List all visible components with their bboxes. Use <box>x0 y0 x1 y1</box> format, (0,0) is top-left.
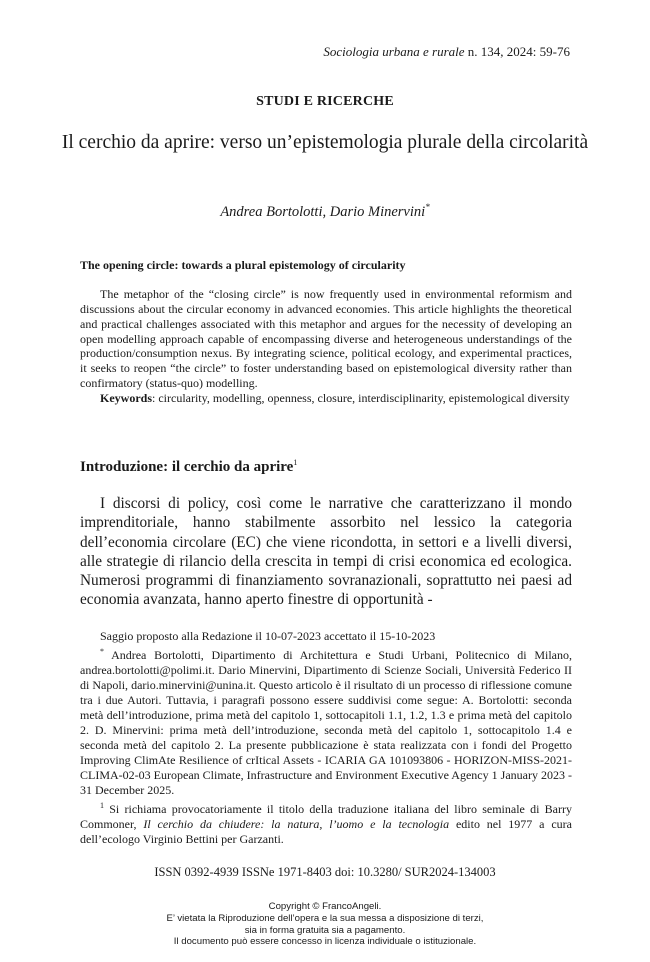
journal-name: Sociologia urbana e rurale <box>323 44 465 59</box>
copyright-line-4: Il documento può essere concesso in licenza individuale o istituzionale. <box>173 936 477 948</box>
issn-doi-line: ISSN 0392-4939 ISSNe 1971-8403 doi: 10.3280/ SUR2024-134003 <box>154 865 496 879</box>
footnote-1-mark: 1 <box>100 801 104 810</box>
intro-heading-text: Introduzione: il cerchio da aprire <box>80 459 294 475</box>
copyright-line-3: sia in forma gratuita sia a pagamento. <box>244 924 406 936</box>
body-paragraph: I discorsi di policy, così come le narrative che caratterizzano il mondo imprenditoriale, hanno stabilmente assorbito nel lessico la categoria dell’economia circolare (EC) che viene ricondotta, in settori e a livelli diversi, alle strategie di rilancio della crescita in tempi di crisi economica ed ecologica. Numerosi programmi di finanziamento sovranazionali, soprattutto nei paesi ad economia avanzata, hanno aperto finestre di opportunità - <box>80 495 572 609</box>
footnote-1-text-b: edito nel 1977 a cura dell’ecologo Virginio Bettini per Garzanti. <box>80 817 572 846</box>
footnote-authors <box>80 644 572 798</box>
authors-line <box>0 202 650 221</box>
footnote-1 <box>80 798 572 847</box>
authors: Andrea Bortolotti, Dario Minervini <box>220 203 426 220</box>
body-text <box>80 494 572 610</box>
english-title: The opening circle: towards a plural epistemology of circularity <box>80 258 406 272</box>
article-title: Il cerchio da aprire: verso un’epistemologia plurale della circolarità <box>61 132 589 153</box>
footnote-1-book-title: Il cerchio da chiudere: la natura, l’uomo e la tecnologia <box>143 817 450 831</box>
intro-heading <box>80 458 297 476</box>
author-footnote-mark: * <box>425 202 430 212</box>
footnote-star-mark: * <box>100 647 104 656</box>
keywords-list: : circularity, modelling, openness, closure, interdisciplinarity, epistemological diversity <box>152 390 570 405</box>
keywords <box>80 391 572 406</box>
footnote-1-text-a: Si richiama provocatoriamente il titolo della traduzione italiana del libro seminale di Barry Commoner, <box>80 802 572 831</box>
footnotes <box>80 629 572 847</box>
section-label: STUDI E RICERCHE <box>256 94 394 109</box>
copyright-notice <box>0 901 650 948</box>
journal-issue: n. 134, 2024: 59-76 <box>464 44 570 59</box>
copyright-line-1: Copyright © FrancoAngeli. <box>268 901 382 912</box>
submission-note: Saggio proposto alla Redazione il 10-07-2023 accettato il 15-10-2023 <box>100 629 436 643</box>
copyright-line-2: E’ vietata la Riproduzione dell’opera e la sua messa a disposizione di terzi, <box>166 912 484 924</box>
keywords-label: Keywords <box>100 390 152 405</box>
journal-citation <box>323 44 570 60</box>
abstract <box>80 287 572 406</box>
footnote-authors-text: Andrea Bortolotti, Dipartimento di Architettura e Studi Urbani, Politecnico di Milano, andrea.bortolotti@polimi.it. Dario Minervini, Dipartimento di Scienze Sociali, Università Federico II di Napoli, dario.minervini@unina.it. Questo articolo è il risultato di un processo di riflessione comune tra i due Autori. Tuttavia, i paragrafi possono essere suddivisi come segue: A. Bortolotti: seconda metà dell’introduzione, prima metà del capitolo 1, sottocapitoli 1.1, 1.2, 1.3 e prima metà del capitolo 2. D. Minervini: prima metà dell’introduzione, seconda metà del capitolo 1, sottocapitolo 1.4 e seconda metà del capitolo 2. La presente pubblicazione è stata realizzata con i fondi del Progetto Improving ClimAte Resilience of crItical Assets - ICARIA GA 101093806 - HORIZON-MISS-2021-CLIMA-02-03 European Climate, Infrastructure and Environment Executive Agency 1 January 2023 - 31 December 2025. <box>80 648 572 797</box>
intro-footnote-mark: 1 <box>293 458 298 467</box>
abstract-text: The metaphor of the “closing circle” is now frequently used in environmental reformism and discussions about the circular economy in advanced economies. This article highlights the theoretical and practical challenges associated with this metaphor and argues for the necessity of developing an open modelling approach capable of encompassing diverse and heterogeneous understandings of the production/consumption nexus. By integrating science, political ecology, and experimental practices, it seeks to reopen “the circle” to foster understanding based on epistemological diversity rather than confirmatory (status-quo) modelling. <box>80 287 572 391</box>
